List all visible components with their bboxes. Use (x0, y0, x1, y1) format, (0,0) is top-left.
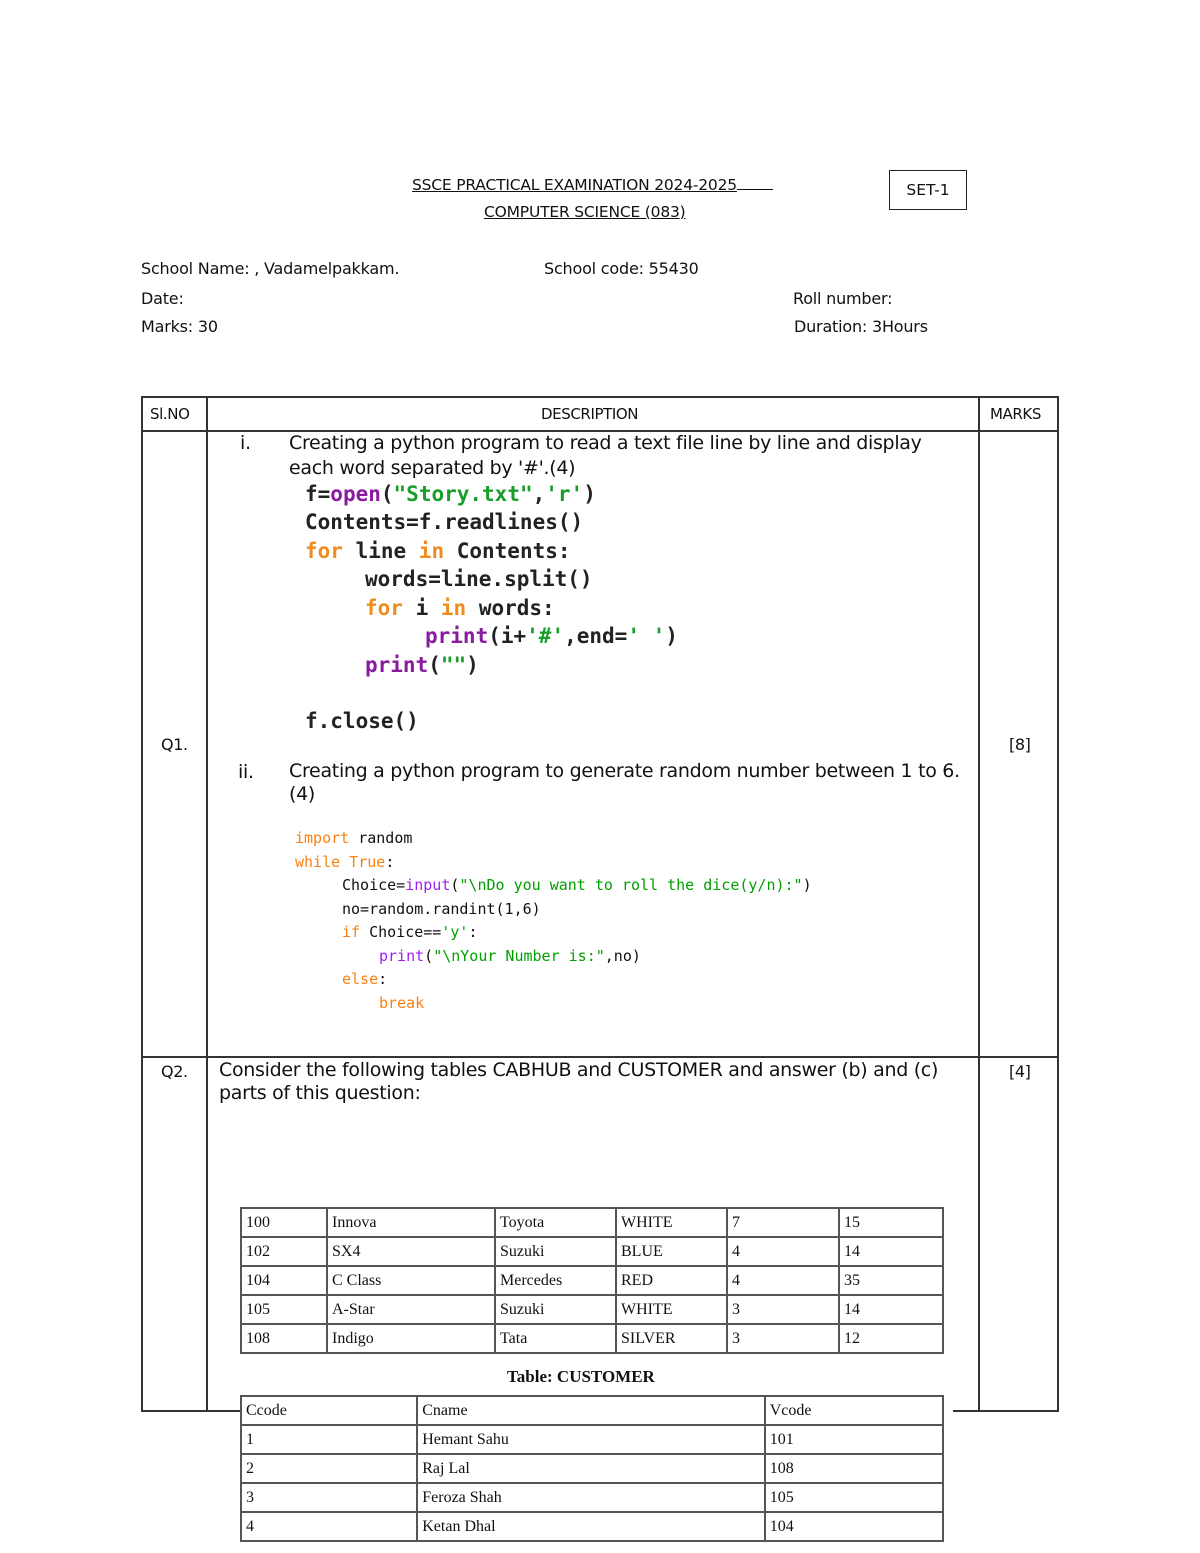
table-cell: Indigo (327, 1324, 495, 1353)
table-cell: 7 (727, 1208, 839, 1237)
code-line: f.close() (305, 709, 419, 733)
table-cell: 1 (241, 1425, 417, 1454)
cabhub-row (241, 1324, 943, 1353)
table-cell: Toyota (495, 1208, 616, 1237)
table-cell: 104 (765, 1512, 943, 1541)
code-line: print("\nYour Number is:",no) (379, 947, 641, 965)
question-number-q2: Q2. (161, 1062, 188, 1081)
cabhub-row (241, 1266, 943, 1295)
table-cell: 3 (241, 1483, 417, 1512)
table-cell: 35 (839, 1266, 943, 1295)
question-marks-q2: [4] (1009, 1062, 1031, 1081)
table-cell: 14 (839, 1295, 943, 1324)
table-cell: BLUE (616, 1237, 727, 1266)
table-cell: WHITE (616, 1208, 727, 1237)
exam-title: SSCE PRACTICAL EXAMINATION 2024-2025 (412, 175, 773, 194)
code-line: else: (342, 970, 388, 988)
table-cell: 100 (241, 1208, 327, 1237)
cabhub-table (240, 1207, 944, 1354)
customer-row (241, 1425, 943, 1454)
part-text-q1-ii: Creating a python program to generate random number between 1 to 6. (4) (289, 760, 960, 805)
table-cell: Hemant Sahu (417, 1425, 764, 1454)
table-cell: 108 (765, 1454, 943, 1483)
customer-row (241, 1483, 943, 1512)
code-line: import random (295, 829, 413, 847)
customer-row (241, 1396, 943, 1425)
table-cell: Cname (417, 1396, 764, 1425)
cabhub-row (241, 1237, 943, 1266)
date-label: Date: (141, 289, 184, 308)
table-cell: 3 (727, 1295, 839, 1324)
code-line: print(i+'#',end=' ') (425, 624, 678, 648)
set-label-box (889, 170, 967, 210)
question-marks-q1: [8] (1009, 735, 1031, 754)
code-line: break (379, 994, 425, 1012)
subject-title: COMPUTER SCIENCE (083) (484, 203, 686, 221)
code-line: print("") (365, 653, 479, 677)
table-cell: C Class (327, 1266, 495, 1295)
table-cell: 4 (241, 1512, 417, 1541)
code-line: f=open("Story.txt",'r') (305, 482, 596, 506)
table-cell: 105 (241, 1295, 327, 1324)
table-cell: 14 (839, 1237, 943, 1266)
code-line: while True: (295, 853, 395, 871)
cabhub-row (241, 1295, 943, 1324)
table-cell: Mercedes (495, 1266, 616, 1295)
table-cell: RED (616, 1266, 727, 1295)
customer-table-caption: Table: CUSTOMER (507, 1367, 655, 1386)
header-marks: MARKS (990, 405, 1041, 423)
header-description: DESCRIPTION (541, 405, 639, 423)
table-cell: A-Star (327, 1295, 495, 1324)
duration-label: Duration: 3Hours (794, 317, 928, 336)
code-line: for i in words: (365, 596, 555, 620)
table-cell: SX4 (327, 1237, 495, 1266)
roll-number-label: Roll number: (793, 289, 893, 308)
part-text-q1-i: Creating a python program to read a text file line by line and display each word separated by '#'.(4) (289, 432, 922, 479)
table-cell: 105 (765, 1483, 943, 1512)
table-cell: 108 (241, 1324, 327, 1353)
code-line: for line in Contents: (305, 539, 571, 563)
table-cell: 104 (241, 1266, 327, 1295)
code-line: Choice=input("\nDo you want to roll the dice(y/n):") (342, 876, 812, 894)
table-cell: Feroza Shah (417, 1483, 764, 1512)
question-number-q1: Q1. (161, 735, 188, 754)
part-label-q1-ii: ii. (238, 761, 254, 783)
table-cell: 4 (727, 1266, 839, 1295)
table-cell: Suzuki (495, 1237, 616, 1266)
school-name: School Name: , Vadamelpakkam. (141, 259, 400, 278)
header-slno: Sl.NO (150, 405, 190, 423)
table-cell: Ccode (241, 1396, 417, 1425)
code-line: Contents=f.readlines() (305, 510, 584, 534)
cabhub-row (241, 1208, 943, 1237)
customer-table (240, 1395, 944, 1542)
table-cell: 102 (241, 1237, 327, 1266)
part-label-q1-i: i. (240, 432, 251, 454)
question-text-q2: Consider the following tables CABHUB and CUSTOMER and answer (b) and (c) parts of this question: (219, 1059, 939, 1104)
table-cell: SILVER (616, 1324, 727, 1353)
table-cell: 15 (839, 1208, 943, 1237)
code-line: if Choice=='y': (342, 923, 478, 941)
marks-label: Marks: 30 (141, 317, 218, 336)
table-cell: Raj Lal (417, 1454, 764, 1483)
customer-row (241, 1454, 943, 1483)
table-cell: Tata (495, 1324, 616, 1353)
table-cell: 4 (727, 1237, 839, 1266)
table-cell: 2 (241, 1454, 417, 1483)
table-cell: Vcode (765, 1396, 943, 1425)
table-cell: 12 (839, 1324, 943, 1353)
code-line: no=random.randint(1,6) (342, 900, 541, 918)
table-cell: WHITE (616, 1295, 727, 1324)
table-cell: Innova (327, 1208, 495, 1237)
table-cell: Suzuki (495, 1295, 616, 1324)
table-cell: 3 (727, 1324, 839, 1353)
code-line: words=line.split() (365, 567, 593, 591)
table-cell: Ketan Dhal (417, 1512, 764, 1541)
customer-row (241, 1512, 943, 1541)
school-code: School code: 55430 (544, 259, 699, 278)
table-cell: 101 (765, 1425, 943, 1454)
set-label: SET-1 (906, 181, 950, 199)
